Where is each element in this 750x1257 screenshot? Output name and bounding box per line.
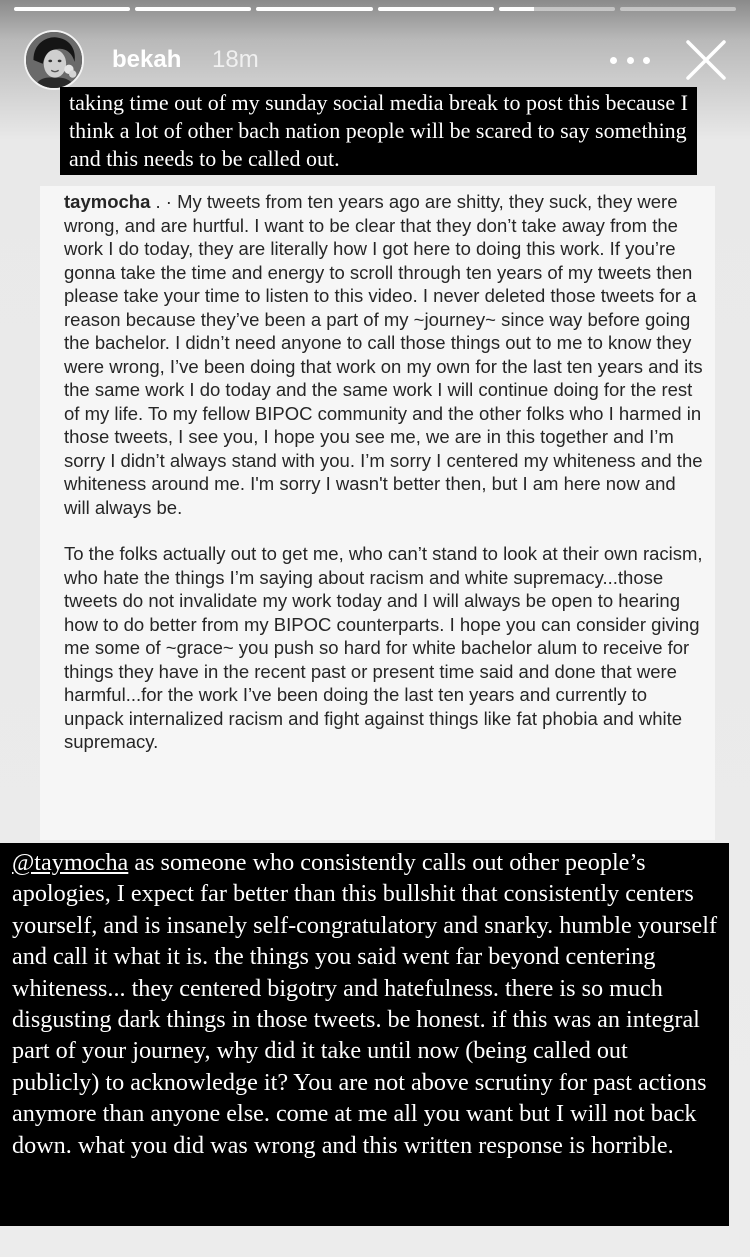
avatar[interactable]	[24, 30, 84, 90]
mention-link[interactable]: @taymocha	[12, 849, 129, 876]
progress-segment	[378, 7, 494, 11]
statement-text-1: My tweets from ten years ago are shitty, they suck, they were wrong, and are hurtful. I want to be clear that they don’t take away from the work I do today, they are literally how I got here to doing this work. If you’re gonna take the time and energy to scroll through ten years of my tweets then please take your time to listen to this video. I never deleted those tweets for a reason because they’ve been a part of my ~journey~ since way before going the bachelor. I didn’t need anyone to call those things out to me to know they were wrong, I’ve been doing that work on my own for the last ten years and its the same work I do today and the same work I will continue doing for the rest of my life. To my fellow BIPOC community and the other folks who I harmed in those tweets, I see you, I hope you see me, we are in this together and I’m sorry I didn’t always stand with you. I’m sorry I centered my whiteness and the whiteness around me. I'm sorry I wasn't better then, but I am here now and will always be.	[64, 191, 703, 518]
statement-paragraph-1	[64, 190, 703, 519]
username[interactable]: bekah	[112, 46, 182, 73]
statement-author: taymocha	[64, 191, 151, 212]
dot	[627, 57, 634, 64]
more-horizontal-icon[interactable]	[610, 50, 650, 70]
progress-segment	[256, 7, 372, 11]
progress-segment	[620, 7, 736, 11]
progress-segment	[14, 7, 130, 11]
statement-text-2: To the folks actually out to get me, who can’t stand to look at their own racism, who hate the things I’m saying about racism and white supremacy...those tweets do not invalidate my work today and I will always be open to hearing how to do better from my BIPOC counterparts. I hope you can consider giving me some of ~grace~ you push so hard for white bachelor alum to receive for things they have in the recent past or present time said and done that were harmful...for the work I’ve been doing the last ten years and currently to unpack internalized racism and fight against things like fat phobia and white supremacy.	[64, 543, 703, 752]
post-time: 18m	[212, 46, 259, 73]
progress-segment	[499, 7, 615, 11]
statement-paragraph-2	[64, 542, 703, 754]
story-caption-top	[60, 87, 697, 175]
story-progress-bar	[14, 7, 736, 11]
statement-separator: . ·	[150, 191, 178, 212]
apology-statement-screenshot	[40, 186, 715, 840]
caption-bottom-text: as someone who consistently calls out other people’s apologies, I expect far better than this bullshit that consistently centers yourself, and is insanely self-congratulatory and snarky. humble yourself and call it what it is. the things you said went far beyond centering whiteness... they centered bigotry and hatefulness. there is so much disgusting dark things in those tweets. be honest. if this was an integral part of your journey, why did it take until now (being called out publicly) to acknowledge it? You are not above scrutiny for past actions anymore than anyone else. come at me all you want but I will not back down. what you did was wrong and this written response is horrible.	[12, 849, 718, 1159]
dot	[643, 57, 650, 64]
story-caption-bottom	[0, 843, 729, 1226]
dot	[610, 57, 617, 64]
close-icon-glyph	[684, 38, 728, 82]
progress-segment	[135, 7, 251, 11]
avatar-image	[26, 32, 82, 88]
caption-top-text: taking time out of my sunday social media break to post this because I think a lot of other bach nation people will be scared to say something and this needs to be called out.	[69, 90, 688, 171]
close-icon[interactable]	[684, 38, 728, 82]
story-header	[22, 28, 732, 92]
